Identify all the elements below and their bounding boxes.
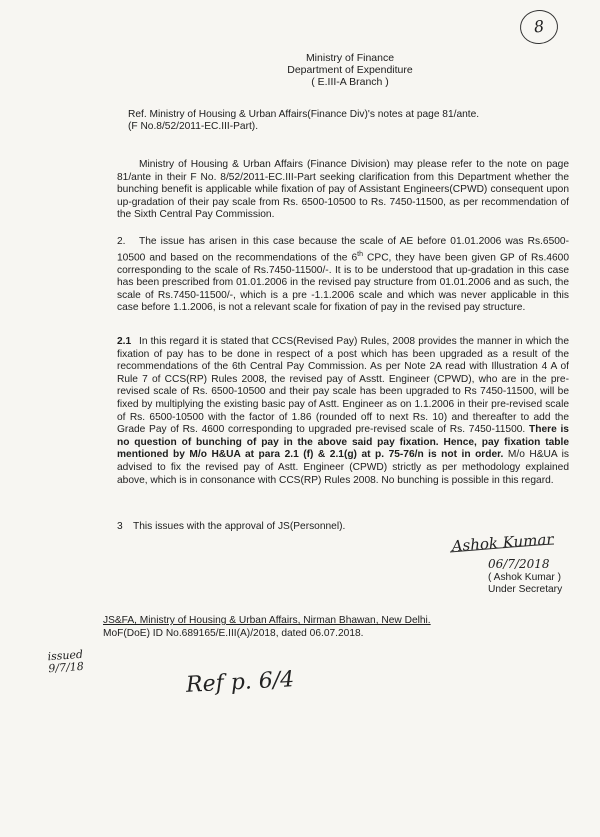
signature-name: Ashok Kumar — [451, 530, 555, 556]
reference-block — [128, 109, 568, 133]
addressee-block — [103, 614, 431, 640]
issued-date: 9/7/18 — [47, 659, 85, 676]
paragraph-3 — [117, 521, 345, 532]
paragraph-number: 3 — [117, 521, 123, 532]
id-number: MoF(DoE) ID No.689165/E.III(A)/2018, dated 06.07.2018. — [103, 628, 364, 639]
file-number: (F No.8/52/2011-EC.III-Part). — [128, 121, 259, 132]
paragraph-2 — [117, 236, 569, 315]
addressee: JS&FA, Ministry of Housing & Urban Affairs, Nirman Bhawan, New Delhi. — [103, 615, 431, 626]
signatory — [488, 572, 562, 596]
paragraph-text: The issue has arisen in this case because the scale of AE before 01.01.2006 was Rs.6500-10500 and based on the recommendations of the 6 — [117, 236, 569, 263]
signatory-designation: Under Secretary — [488, 584, 563, 595]
bold-statement: There is no question of bunching of pay in the above said pay fixation. Hence, pay fixation table mentioned by M/o H&UA at para 2.1 (f) & 2.1(g) at p. 75-76/n is not in order. — [117, 424, 569, 461]
paragraph-1: Ministry of Housing & Urban Affairs (Finance Division) may please refer to the note on page 81/ante in their F No. 8/52/2011-EC.III-Part seeking clarification from this Department whether the bunching benefit is applicable while fixation of pay of Assistant Engineers(CPWD) consequent upon up-gradation of their pay scale from Rs. 6500-10500 to Rs. 7450-11500, as per recommendation of the Sixth Central Pay Commission. — [117, 159, 569, 221]
paragraph-text: This issues with the approval of JS(Personnel). — [133, 521, 346, 532]
paragraph-number: 2.1 — [117, 336, 132, 347]
paragraph-2-1 — [117, 336, 569, 487]
paragraph-text: M/o H&UA is advised to fix the revised pay of Astt. Engineer (CPWD) strictly as per methodology explained above, which is in consonance with CCS(RP) Rules 2008. No bunching is possible in this regard. — [117, 449, 569, 486]
signature-date: 06/7/2018 — [488, 557, 550, 571]
issued-label: issued — [47, 647, 84, 664]
signature-scribble — [448, 530, 558, 574]
paragraph-text: CPC, they have been given GP of Rs.4600 corresponding to the scale of Rs.7450-11500/-. It is to be understood that up-gradation in this case has been prescribed from 01.01.2006 in the revised pay structure from 01.01.2006 and as such, the scale of Rs.7450-11500/-, which is a pre -1.1.2006 scale and which was never applicable in this case before 1.1.2006, is not a relevant scale for fixation of pay in the revised pay structure. — [117, 251, 569, 314]
page-number-stamp: 8 — [518, 8, 559, 46]
ministry-name: Ministry of Finance — [305, 52, 395, 64]
office-header — [0, 52, 600, 88]
signatory-name: ( Ashok Kumar ) — [488, 572, 562, 583]
reference-line: Ref. Ministry of Housing & Urban Affairs(Finance Div)'s notes at page 81/ante. — [128, 109, 480, 120]
issued-annotation — [47, 649, 84, 675]
department-name: Department of Expenditure — [287, 64, 413, 76]
paragraph-number: 2. — [117, 236, 126, 247]
paragraph-text: In this regard it is stated that CCS(Revised Pay) Rules, 2008 provides the manner in which the fixation of pay has to be done in respect of a post which has been upgraded as a result of the recommendations of the 6th Central Pay Commission. As per Note 2A read with Illustration 4 A of Rule 7 of CCS(RP) Rules 2008, the revised pay of Asstt. Engineer (CPWD), who are in the pre-revised scale of Rs. 6500-10500 and their pay scale has been upgraded to Rs 7450-11500, will be fixed by multiplying the existing basic pay of Astt. Engineer as on 1.1.2006 in their pre-revised scale of Rs. 6500-10500 with the factor of 1.86 (rounded off to next Rs. 10) and thereafter to add the Grade Pay of Rs. 4600 corresponding to upgraded pre-revised scale of Rs. 7450-11500. — [117, 336, 569, 436]
branch-name: ( E.III-A Branch ) — [311, 76, 389, 88]
reference-annotation: Ref p. 6/4 — [185, 667, 295, 698]
superscript: th — [357, 250, 364, 258]
